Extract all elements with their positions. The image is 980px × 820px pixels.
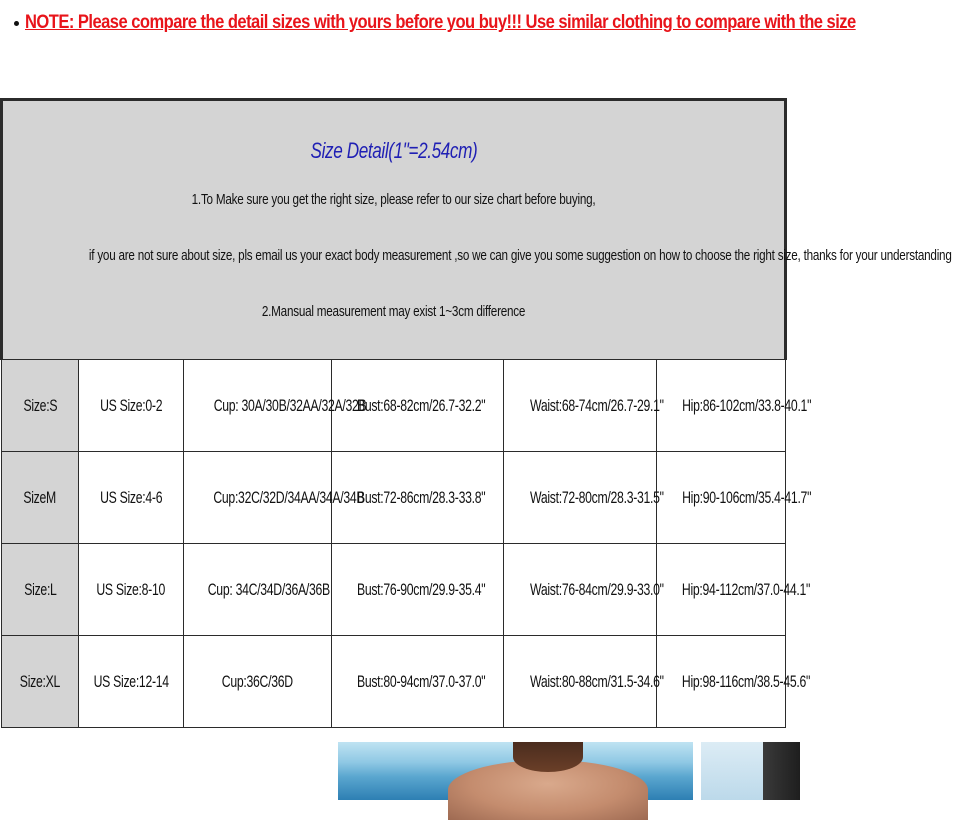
table-row — [2, 636, 786, 728]
header-line-2: if you are not sure about size, pls email us your exact body measurement ,so we can give you some suggestion on how to choose the right size, thanks for your understanding — [88, 247, 952, 264]
cup-size: Cup:36C/36D — [221, 671, 293, 691]
bust-cell — [332, 544, 504, 636]
header-line-1: 1.To Make sure you get the right size, please refer to our size chart before buying, — [191, 191, 596, 208]
hip-size: Hip:86-102cm/33.8-40.1" — [682, 395, 812, 415]
waist-size: Waist:68-74cm/26.7-29.1" — [530, 395, 664, 415]
hip-cell — [657, 452, 812, 544]
size-label: Size:S — [23, 395, 57, 415]
bust-cell — [332, 360, 504, 452]
waist-cell — [504, 636, 664, 728]
hip-size: Hip:94-112cm/37.0-44.1" — [681, 579, 811, 599]
bust-size: Bust:76-90cm/29.9-35.4" — [356, 579, 486, 599]
us-size: US Size:0-2 — [99, 395, 163, 415]
size-label-cell — [2, 636, 79, 728]
product-photo-strip — [338, 742, 800, 800]
product-photo-left — [338, 742, 693, 800]
us-size-cell — [79, 544, 184, 636]
bust-size: Bust:72-86cm/28.3-33.8" — [356, 487, 486, 507]
photo-divider — [693, 742, 701, 800]
hip-size: Hip:98-116cm/38.5-45.6" — [681, 671, 811, 691]
cup-size: Cup:32C/32D/34AA/34A/34B — [213, 487, 365, 507]
size-table — [0, 98, 952, 728]
us-size: US Size:8-10 — [96, 579, 166, 599]
us-size-cell — [79, 636, 184, 728]
table-row — [2, 544, 786, 636]
waist-size: Waist:76-84cm/29.9-33.0" — [530, 579, 664, 599]
bust-size: Bust:68-82cm/26.7-32.2" — [356, 395, 486, 415]
cup-cell — [184, 636, 332, 728]
bust-cell — [332, 636, 504, 728]
size-label-cell — [2, 452, 79, 544]
product-photo-right-shadow — [763, 742, 800, 800]
header-line-3: 2.Mansual measurement may exist 1~3cm difference — [261, 303, 526, 320]
cup-cell — [184, 544, 332, 636]
cup-cell — [184, 452, 365, 544]
cup-size: Cup: 30A/30B/32AA/32A/32B — [213, 395, 367, 415]
hip-size: Hip:90-106cm/35.4-41.7" — [682, 487, 812, 507]
size-label: SizeM — [23, 487, 57, 507]
waist-size: Waist:80-88cm/31.5-34.6" — [530, 671, 664, 691]
cup-cell — [184, 360, 367, 452]
waist-cell — [504, 544, 664, 636]
size-label: Size:XL — [19, 671, 61, 691]
cup-size: Cup: 34C/34D/36A/36B — [207, 579, 330, 599]
waist-size: Waist:72-80cm/28.3-31.5" — [530, 487, 664, 507]
waist-cell — [504, 360, 664, 452]
bullet-icon — [14, 21, 19, 26]
bust-size: Bust:80-94cm/37.0-37.0" — [356, 671, 486, 691]
us-size-cell — [79, 452, 184, 544]
hip-cell — [657, 636, 811, 728]
size-detail-title: Size Detail(1"=2.54cm) — [310, 138, 477, 163]
hip-cell — [657, 544, 811, 636]
hip-cell — [657, 360, 812, 452]
bust-cell — [332, 452, 504, 544]
us-size: US Size:4-6 — [99, 487, 163, 507]
note-row — [14, 8, 980, 38]
note-text: NOTE: Please compare the detail sizes with yours before you buy!!! Use similar clothing to compare with the size — [25, 12, 856, 33]
table-row — [2, 452, 786, 544]
size-detail-header — [2, 100, 952, 360]
size-label: Size:L — [23, 579, 57, 599]
us-size-cell — [79, 360, 184, 452]
table-row — [2, 360, 786, 452]
model-hair-image — [513, 742, 583, 772]
size-label-cell — [2, 544, 79, 636]
us-size: US Size:12-14 — [93, 671, 169, 691]
size-label-cell — [2, 360, 79, 452]
waist-cell — [504, 452, 664, 544]
